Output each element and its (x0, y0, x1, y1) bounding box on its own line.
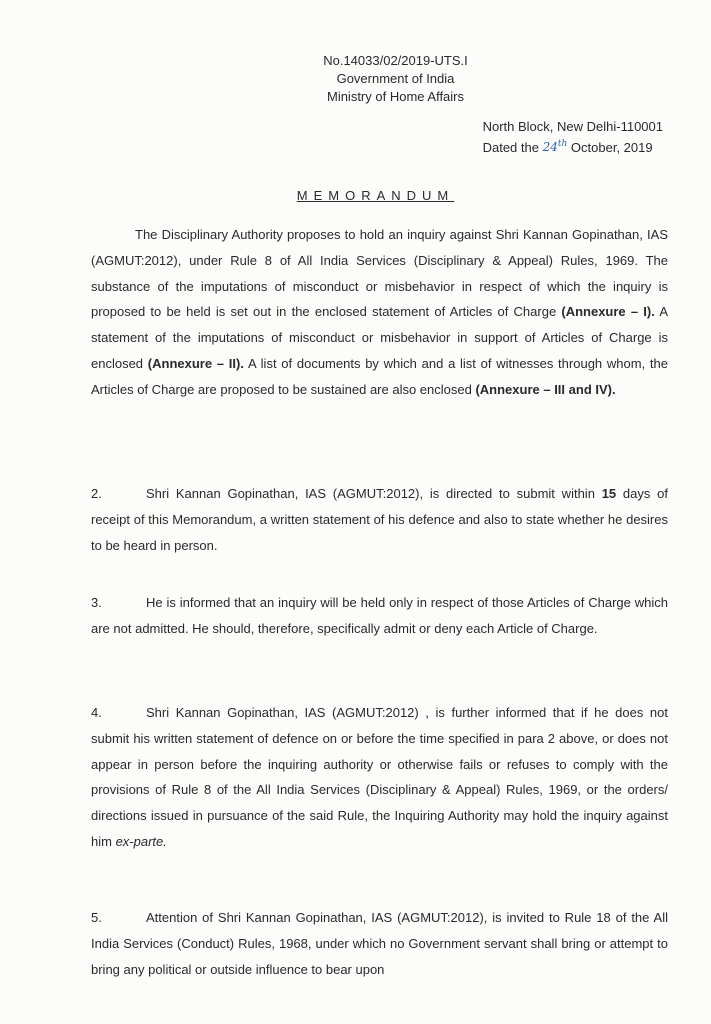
document-header (0, 52, 711, 106)
handwritten-day-suffix: th (557, 139, 568, 149)
p2-days: 15 (601, 486, 617, 501)
memorandum-title: MEMORANDUM (296, 188, 455, 203)
ministry-name: Ministry of Home Affairs (326, 89, 465, 104)
p1-annexure-1: (Annexure – I). (561, 304, 655, 320)
paragraph-4 (91, 700, 668, 855)
file-number: No.14033/02/2019-UTS.I (323, 53, 468, 68)
p1-annexure-3-4: (Annexure – III and IV). (475, 381, 616, 397)
dated-prefix: Dated the (482, 140, 539, 155)
p2-text-c: days of receipt of this Memorandum, a written statement of his defence and also to state whether he desires to be heard in person. (91, 486, 668, 553)
p4-text: Shri Kannan Gopinathan, IAS (AGMUT:2012) , is further informed that if he does not submit his written statement of defence on or before the time specified in para 2 above, or does not appear in person before the inquiring authority or otherwise fails or refuses to comply with the provisions of Rule 8 of the All India Services (Disciplinary & Appeal) Rules, 1969, or the orders/ directions issued in pursuance of the said Rule, the Inquiring Authority may hold the inquiry against him (91, 705, 668, 849)
address-block (483, 118, 663, 157)
p3-number: 3. (91, 595, 102, 610)
paragraph-5 (91, 905, 668, 982)
paragraph-2 (91, 481, 668, 558)
p5-number: 5. (91, 910, 102, 925)
paragraph-1 (91, 222, 668, 403)
handwritten-day (543, 140, 568, 154)
handwritten-day-number: 24 (542, 140, 558, 154)
paragraph-3 (91, 590, 668, 642)
p3-text: He is informed that an inquiry will be held only in respect of those Articles of Charge which are not admitted. He should, therefore, specifically admit or deny each Article of Charge. (91, 595, 668, 636)
p1-annexure-2: (Annexure – II). (147, 355, 244, 371)
date-line (483, 136, 663, 157)
p1-text-a: The Disciplinary Authority proposes to hold an inquiry against Shri Kannan Gopinathan, IAS (AGMUT:2012), under Rule 8 of All India Services (Disciplinary & Appeal) Rules, 1969. The substance of the imputations of misconduct or misbehavior in respect of which the inquiry is proposed to be held is set out in the enclosed statement of Articles of Charge (91, 227, 668, 320)
government-name: Government of India (336, 71, 455, 86)
p1-text-c: A statement of the imputations of misconduct or misbehavior in support of Articles of Charge is enclosed (91, 304, 668, 371)
p2-text-a: Shri Kannan Gopinathan, IAS (AGMUT:2012), is directed to submit within (146, 486, 602, 501)
p2-number: 2. (91, 486, 102, 501)
month-year: October, 2019 (570, 140, 653, 155)
p1-text-d: A list of documents by which and a list of witnesses through whom, the Articles of Charge are proposed to be sustained are also enclosed (91, 355, 668, 397)
p5-text: Attention of Shri Kannan Gopinathan, IAS (AGMUT:2012), is invited to Rule 18 of the All India Services (Conduct) Rules, 1968, under which no Government servant shall bring or attempt to bring any political or outside influence to bear upon (91, 910, 668, 977)
p4-number: 4. (91, 705, 102, 720)
p4-ex-parte: ex-parte. (115, 833, 167, 849)
office-location: North Block, New Delhi-110001 (482, 119, 663, 134)
